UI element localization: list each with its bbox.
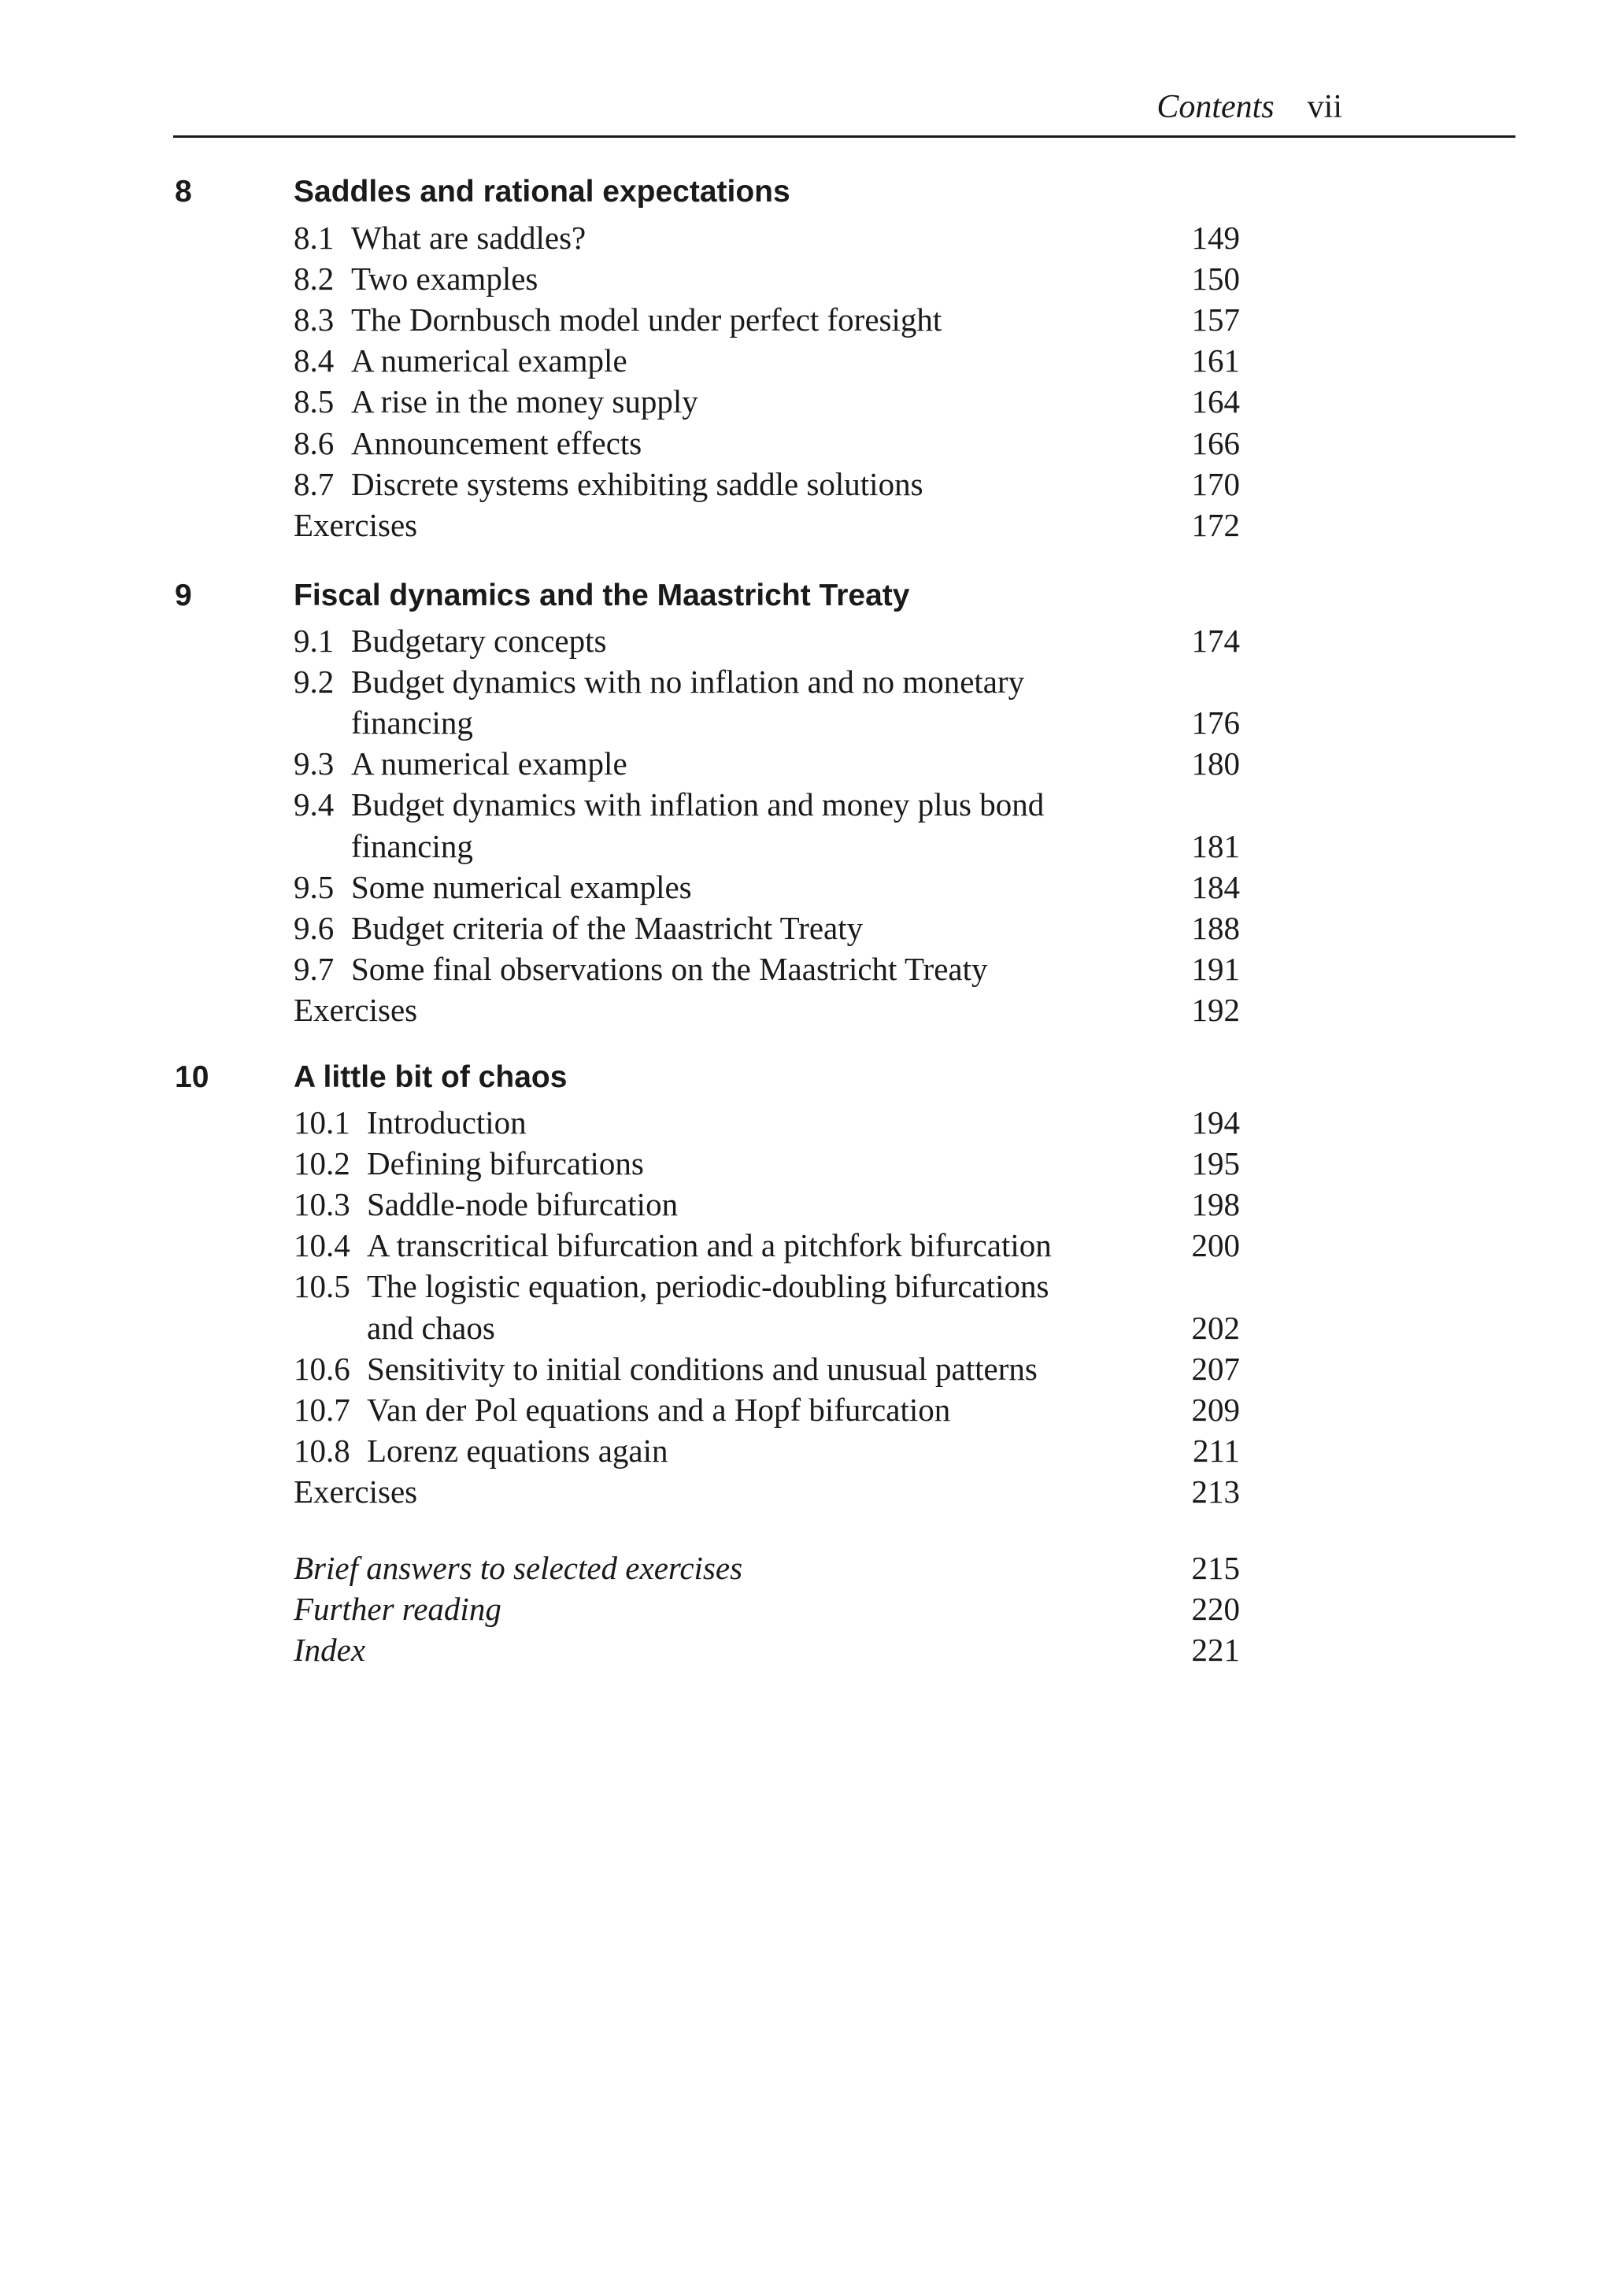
header-rule xyxy=(173,135,1515,138)
toc-entry[interactable] xyxy=(0,1184,1617,1225)
section-number: 10.1 xyxy=(294,1104,350,1141)
page-number: 195 xyxy=(1191,1145,1240,1181)
chapter-title: Fiscal dynamics and the Maastricht Treaty xyxy=(294,579,910,612)
chapter-heading[interactable] xyxy=(0,572,1617,619)
section-title: The Dornbusch model under perfect foresight xyxy=(351,301,942,338)
section-number: 10.6 xyxy=(294,1351,350,1387)
toc-entry[interactable] xyxy=(0,620,1617,661)
page-number: 191 xyxy=(1191,951,1240,987)
page-number: 149 xyxy=(1191,220,1240,256)
section-number: 10.2 xyxy=(294,1145,350,1181)
back-matter-entry[interactable] xyxy=(0,1588,1617,1629)
section-title: Discrete systems exhibiting saddle solutions xyxy=(351,466,923,502)
section-number: 8.2 xyxy=(294,261,335,297)
section-title: Budgetary concepts xyxy=(351,623,607,659)
back-matter-title: Brief answers to selected exercises xyxy=(294,1550,743,1586)
section-title: Budget criteria of the Maastricht Treaty xyxy=(351,910,864,946)
toc-entry[interactable] xyxy=(0,1430,1617,1471)
page-number: 181 xyxy=(1191,828,1240,864)
toc-entry[interactable] xyxy=(0,1307,1617,1348)
section-number: 10.3 xyxy=(294,1186,350,1222)
running-head xyxy=(1086,83,1342,131)
section-number: 9.6 xyxy=(294,910,335,946)
chapter-number: 10 xyxy=(175,1060,209,1094)
page-number: 161 xyxy=(1191,342,1240,379)
toc-entry[interactable] xyxy=(0,340,1617,381)
page-number: 164 xyxy=(1191,383,1240,420)
toc-entry[interactable] xyxy=(0,423,1617,464)
toc-entry[interactable] xyxy=(0,1225,1617,1266)
section-title: A numerical example xyxy=(351,342,627,379)
page-number: 209 xyxy=(1191,1392,1240,1428)
section-title: Some final observations on the Maastricht Treaty xyxy=(351,951,988,987)
page-number: 211 xyxy=(1193,1433,1240,1469)
page-number: 194 xyxy=(1191,1104,1240,1141)
toc-entry[interactable] xyxy=(0,826,1617,867)
page-number: 174 xyxy=(1191,623,1240,659)
section-number: 9.3 xyxy=(294,745,335,782)
page-number: 221 xyxy=(1191,1632,1240,1668)
exercises-entry[interactable] xyxy=(0,1471,1617,1512)
toc-entry[interactable] xyxy=(0,464,1617,505)
toc-entry[interactable] xyxy=(0,1266,1617,1307)
page-number: 213 xyxy=(1191,1473,1240,1510)
section-title: Defining bifurcations xyxy=(367,1145,644,1181)
toc-entry[interactable] xyxy=(0,1102,1617,1143)
toc-entry[interactable] xyxy=(0,1143,1617,1184)
toc-entry[interactable] xyxy=(0,299,1617,340)
page-number: 180 xyxy=(1191,745,1240,782)
toc-entry[interactable] xyxy=(0,258,1617,299)
page-number: 215 xyxy=(1191,1550,1240,1586)
page-number: 170 xyxy=(1191,466,1240,502)
section-number: 9.1 xyxy=(294,623,335,659)
section-number: 9.7 xyxy=(294,951,335,987)
toc-entry[interactable] xyxy=(0,661,1617,702)
section-title: Two examples xyxy=(351,261,538,297)
page-number: 176 xyxy=(1191,704,1240,741)
page-number: 184 xyxy=(1191,869,1240,905)
page-number: 198 xyxy=(1191,1186,1240,1222)
chapter-number: 9 xyxy=(175,579,192,612)
running-head-title: Contents xyxy=(1156,89,1275,125)
toc-entry[interactable] xyxy=(0,1348,1617,1389)
section-title: A rise in the money supply xyxy=(351,383,698,420)
exercises-label: Exercises xyxy=(294,1473,418,1510)
exercises-label: Exercises xyxy=(294,992,418,1028)
section-title: What are saddles? xyxy=(351,220,586,256)
exercises-entry[interactable] xyxy=(0,505,1617,545)
section-title: Announcement effects xyxy=(351,425,642,461)
page-number: 166 xyxy=(1191,425,1240,461)
section-number: 10.7 xyxy=(294,1392,350,1428)
page-number: 188 xyxy=(1191,910,1240,946)
section-title: A numerical example xyxy=(351,745,627,782)
toc-entry[interactable] xyxy=(0,784,1617,825)
section-number: 10.8 xyxy=(294,1433,350,1469)
toc-entry[interactable] xyxy=(0,381,1617,422)
toc-entry[interactable] xyxy=(0,702,1617,743)
section-number: 9.5 xyxy=(294,869,335,905)
chapter-heading[interactable] xyxy=(0,1054,1617,1101)
section-number: 8.6 xyxy=(294,425,335,461)
section-title: Introduction xyxy=(367,1104,527,1141)
section-title: The logistic equation, periodic-doubling bifurcations xyxy=(367,1268,1049,1304)
page-number: 157 xyxy=(1191,301,1240,338)
section-title: Saddle-node bifurcation xyxy=(367,1186,679,1222)
page-number: 202 xyxy=(1191,1310,1240,1346)
running-head-page-number: vii xyxy=(1307,89,1342,125)
section-title: and chaos xyxy=(367,1310,495,1346)
section-number: 8.5 xyxy=(294,383,335,420)
page-number: 192 xyxy=(1191,992,1240,1028)
section-title: Van der Pol equations and a Hopf bifurcation xyxy=(367,1392,951,1428)
chapter-heading[interactable] xyxy=(0,168,1617,216)
chapter-title: Saddles and rational expectations xyxy=(294,175,790,209)
section-title: Some numerical examples xyxy=(351,869,692,905)
toc-entry[interactable] xyxy=(0,867,1617,908)
section-title: Budget dynamics with inflation and money plus bond xyxy=(351,786,1045,823)
section-number: 8.1 xyxy=(294,220,335,256)
section-number: 8.4 xyxy=(294,342,335,379)
page-number: 172 xyxy=(1191,507,1240,543)
toc-entry[interactable] xyxy=(0,217,1617,258)
toc-entry[interactable] xyxy=(0,948,1617,989)
section-number: 10.4 xyxy=(294,1227,350,1263)
section-number: 8.3 xyxy=(294,301,335,338)
section-title: A transcritical bifurcation and a pitchfork bifurcation xyxy=(367,1227,1052,1263)
section-title: financing xyxy=(351,828,473,864)
exercises-label: Exercises xyxy=(294,507,418,543)
toc-entry[interactable] xyxy=(0,1389,1617,1430)
back-matter-entry[interactable] xyxy=(0,1629,1617,1670)
page-number: 150 xyxy=(1191,261,1240,297)
page-number: 200 xyxy=(1191,1227,1240,1263)
section-title: financing xyxy=(351,704,473,741)
section-title: Budget dynamics with no inflation and no monetary xyxy=(351,664,1025,700)
toc-entry[interactable] xyxy=(0,908,1617,948)
back-matter-title: Index xyxy=(294,1632,366,1668)
section-number: 9.2 xyxy=(294,664,335,700)
back-matter-entry[interactable] xyxy=(0,1547,1617,1588)
toc-entry[interactable] xyxy=(0,743,1617,784)
page-number: 207 xyxy=(1191,1351,1240,1387)
section-number: 10.5 xyxy=(294,1268,350,1304)
back-matter-title: Further reading xyxy=(294,1591,501,1627)
exercises-entry[interactable] xyxy=(0,989,1617,1030)
section-number: 9.4 xyxy=(294,786,335,823)
section-title: Lorenz equations again xyxy=(367,1433,668,1469)
section-title: Sensitivity to initial conditions and unusual patterns xyxy=(367,1351,1038,1387)
chapter-number: 8 xyxy=(175,175,192,209)
section-number: 8.7 xyxy=(294,466,335,502)
page-number: 220 xyxy=(1191,1591,1240,1627)
chapter-title: A little bit of chaos xyxy=(294,1060,568,1094)
